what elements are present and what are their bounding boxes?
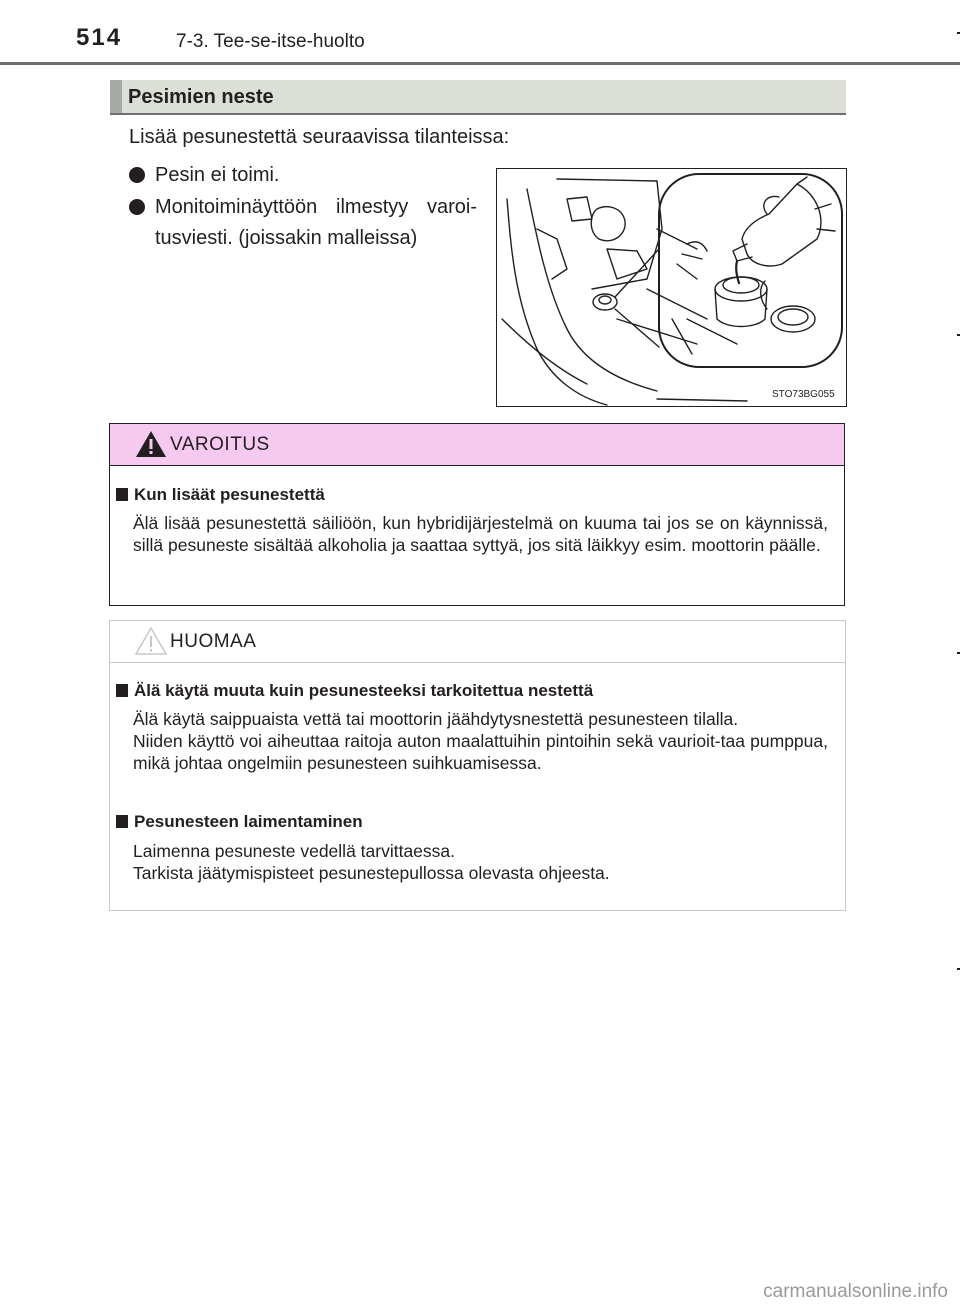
page-header bbox=[0, 0, 960, 64]
square-bullet-icon bbox=[116, 815, 128, 828]
topic-rule bbox=[110, 113, 846, 115]
notice-item-title bbox=[116, 681, 593, 701]
warning-header bbox=[110, 424, 844, 466]
watermark: carmanualsonline.info bbox=[763, 1281, 948, 1302]
figure-code: STO73BG055 bbox=[772, 389, 835, 400]
bullet-item bbox=[129, 160, 280, 191]
notice-paragraph: Älä käytä saippuaista vettä tai moottorin jäähdytysnestettä pesunesteen tilalla. bbox=[133, 709, 739, 729]
notice-item-title-text: Pesunesteen laimentaminen bbox=[134, 812, 363, 831]
notice-label: HUOMAA bbox=[170, 631, 257, 652]
notice-box bbox=[109, 620, 846, 911]
washer-fluid-refill-illustration bbox=[497, 169, 846, 406]
square-bullet-icon bbox=[116, 684, 128, 697]
warning-item-title bbox=[116, 485, 325, 505]
caution-triangle-outline-icon bbox=[134, 625, 168, 657]
square-bullet-icon bbox=[116, 488, 128, 501]
bullet-dot-icon bbox=[129, 167, 145, 183]
warning-label: VAROITUS bbox=[170, 434, 270, 455]
warning-paragraph: Älä lisää pesunestettä säiliöön, kun hybridijärjestelmä on kuuma tai jos se on käynnissä, sillä pesuneste sisältää alkoholia ja saattaa syttyä, jos sitä läikkyy esim. moottorin päälle. bbox=[133, 513, 828, 555]
notice-paragraph: Laimenna pesuneste vedellä tarvittaessa. bbox=[133, 841, 456, 861]
bullet-text: Pesin ei toimi. bbox=[155, 164, 280, 186]
notice-paragraph: Niiden käyttö voi aiheuttaa raitoja auton maalattuihin pintoihin sekä vaurioit-taa pumppua, mikä johtaa ongelmiin pesunesteen suihkuamisessa. bbox=[133, 731, 828, 773]
warning-triangle-icon bbox=[134, 428, 168, 460]
washer-fluid-figure bbox=[496, 168, 847, 407]
bullet-text: Monitoiminäyttöön ilmestyy varoi-tusviesti. (joissakin malleissa) bbox=[155, 196, 477, 249]
notice-paragraph: Tarkista jäätymispisteet pesunestepullossa olevasta ohjeesta. bbox=[133, 863, 610, 883]
notice-header bbox=[110, 621, 845, 663]
notice-item-title bbox=[116, 812, 363, 832]
bullet-dot-icon bbox=[129, 199, 145, 215]
topic-heading-accent bbox=[110, 80, 122, 114]
header-rule bbox=[0, 62, 960, 65]
topic-heading-bar bbox=[110, 80, 846, 114]
bullet-item bbox=[129, 192, 477, 254]
notice-item-body bbox=[133, 708, 828, 774]
notice-item-body bbox=[133, 840, 828, 884]
section-title: 7-3. Tee-se-itse-huolto bbox=[176, 31, 365, 52]
warning-item-title-text: Kun lisäät pesunestettä bbox=[134, 485, 325, 504]
topic-heading: Pesimien neste bbox=[128, 86, 274, 108]
intro-text: Lisää pesunestettä seuraavissa tilanteissa: bbox=[129, 126, 510, 148]
page-number: 514 bbox=[76, 24, 123, 51]
notice-item-title-text: Älä käytä muuta kuin pesunesteeksi tarkoitettua nestettä bbox=[134, 681, 594, 700]
warning-item-body bbox=[133, 512, 828, 556]
warning-box bbox=[109, 423, 845, 606]
